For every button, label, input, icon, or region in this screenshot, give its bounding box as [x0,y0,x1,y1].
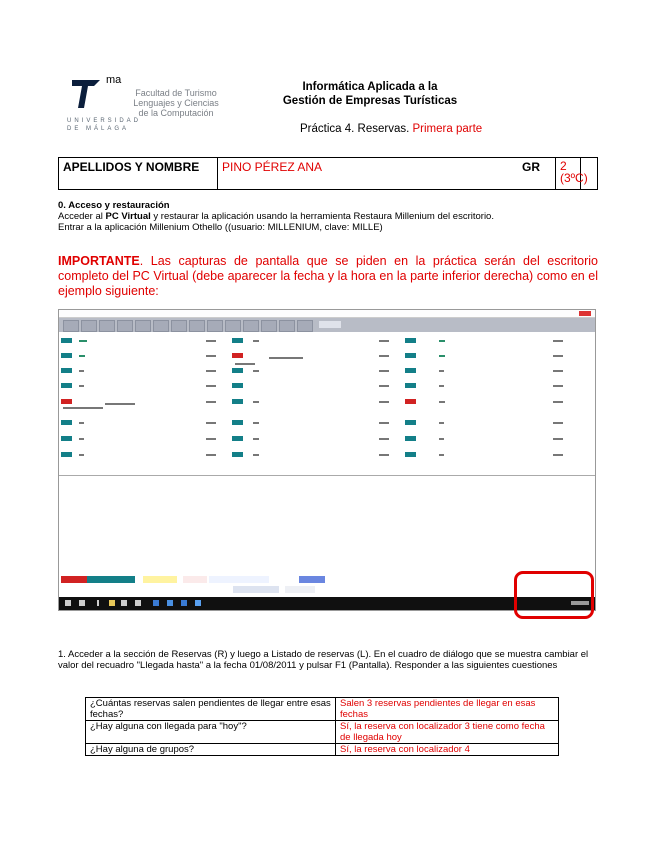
group-value: 2 (3ºC) [560,159,588,185]
section-reservations: 1. Acceder a la sección de Reservas (R) y luego a Listado de reservas (L). En el cuadro de diálogo que se muestra cambiar el valor del recuadro "Llegada hasta" a la fecha 01/08/2011 y pulsar F1 (Pantalla). Responder a las siguientes cuestiones [58,649,589,671]
name-value: PINO PÉREZ ANA [218,158,581,189]
toolbar-button [171,320,187,332]
student-table [58,157,598,190]
toolbar-button [153,320,169,332]
toolbar-button [117,320,133,332]
screenshot-time-field [285,586,315,593]
toolbar-field [319,321,341,328]
toolbar-button [297,320,313,332]
section-access [58,200,598,233]
clock-highlight [514,571,594,619]
toolbar-button [261,320,277,332]
toolbar-button [207,320,223,332]
screenshot-titlebar [59,310,595,318]
answer-cell: Sí, la reserva con localizador 3 tiene como fecha de llegada hoy [336,721,559,744]
toolbar-button [279,320,295,332]
questions-table [85,697,559,756]
answer-cell: Salen 3 reservas pendientes de llegar en esas fechas [336,698,559,721]
section-access-line1: Acceder al PC Virtual y restaurar la aplicación usando la herramienta Restaura Millenium del escritorio. [58,211,494,222]
university-name: UNIVERSIDAD DE MÁLAGA [67,118,142,132]
table-row [86,744,559,756]
practice-part: Primera parte [412,123,483,135]
document-title-line2: Gestión de Empresas Turísticas [282,95,458,107]
toolbar-button [99,320,115,332]
question-cell: ¿Hay alguna con llegada para "hoy"? [86,721,336,744]
example-screenshot [58,309,596,611]
answer-cell: Sí, la reserva con localizador 4 [336,744,559,756]
group-label: GR [518,158,556,189]
practice-title: Práctica 4. Reservas. Primera parte [300,123,483,135]
uma-logo-icon [70,78,104,110]
toolbar-button [243,320,259,332]
section-access-line2: Entrar a la aplicación Millenium Othello ((usuario: MILLENIUM, clave: MILLE) [58,222,383,233]
screenshot-room-grid [59,333,595,473]
toolbar-button [63,320,79,332]
toolbar-button [189,320,205,332]
toolbar-button [225,320,241,332]
faculty-name: Facultad de Turismo Lenguajes y Ciencias de la Computación [133,88,219,118]
name-label: APELLIDOS Y NOMBRE [59,158,218,189]
screenshot-empty-area [59,475,595,571]
logo-wordmark: ma [106,74,122,86]
document-title-line1: Informática Aplicada a la [302,81,438,93]
table-row [86,698,559,721]
question-cell: ¿Cuántas reservas salen pendientes de llegar entre esas fechas? [86,698,336,721]
toolbar-button [81,320,97,332]
screenshot-date-field [233,586,279,593]
table-row [86,721,559,744]
important-note: IMPORTANTE. Las capturas de pantalla que se piden en la práctica serán del escritorio completo del PC Virtual (debe aparecer la fecha y la hora en la parte inferior derecha) como en el ejemplo siguiente: [58,254,598,298]
question-cell: ¿Hay alguna de grupos? [86,744,336,756]
toolbar-button [135,320,151,332]
section-access-heading: 0. Acceso y restauración [58,200,170,211]
